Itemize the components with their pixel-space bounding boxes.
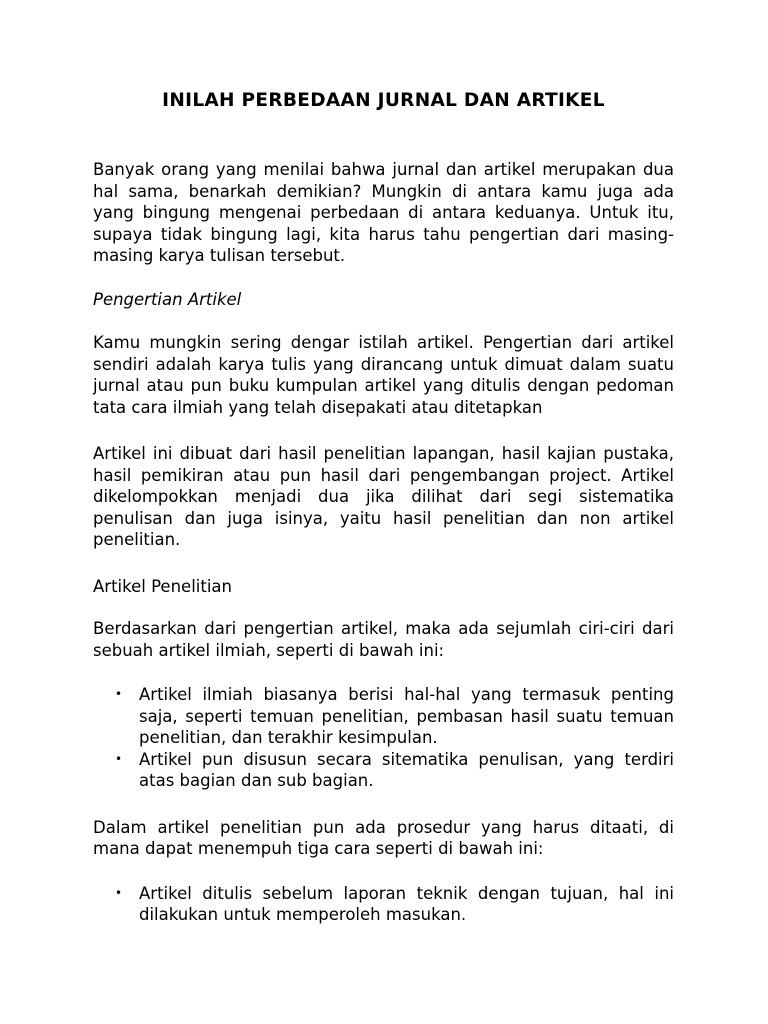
document-page <box>93 88 674 926</box>
procedure-list <box>93 883 674 926</box>
bullet-icon: • <box>115 687 123 701</box>
list-item <box>93 883 674 926</box>
penelitian-paragraph-2: Dalam artikel penelitian pun ada prosedur yang harus ditaati, di mana dapat menempuh tiga cara seperti di bawah ini: <box>93 817 674 858</box>
list-item-text: Artikel ilmiah biasanya berisi hal-hal yang termasuk penting saja, seperti temuan penelitian, pembasan hasil suatu temuan penelitian, dan terakhir kesimpulan. <box>139 685 674 747</box>
penelitian-paragraph-1: Berdasarkan dari pengertian artikel, maka ada sejumlah ciri-ciri dari sebuah artikel ilmiah, seperti di bawah ini: <box>93 619 674 660</box>
intro-paragraph: Banyak orang yang menilai bahwa jurnal dan artikel merupakan dua hal sama, benarkah demikian? Mungkin di antara kamu juga ada yang bingung mengenai perbedaan di antara keduanya. Untuk itu, supaya tidak bingung lagi, kita harus tahu pengertian dari masing-masing karya tulisan tersebut. <box>93 160 674 265</box>
bullet-icon: • <box>115 885 123 900</box>
section-heading-pengertian-artikel: Pengertian Artikel <box>93 289 242 309</box>
section-heading-artikel-penelitian: Artikel Penelitian <box>93 576 232 596</box>
bullet-icon: • <box>115 751 123 766</box>
list-item <box>93 684 674 749</box>
artikel-paragraph-1: Kamu mungkin sering dengar istilah artikel. Pengertian dari artikel sendiri adalah karya tulis yang dirancang untuk dimuat dalam suatu jurnal atau pun buku kumpulan artikel yang ditulis dengan pedoman tata cara ilmiah yang telah disepakati atau ditetapkan <box>93 333 674 417</box>
characteristics-list <box>93 684 674 792</box>
list-item-text: Artikel pun disusun secara sitematika penulisan, yang terdiri atas bagian dan sub bagian. <box>139 749 674 790</box>
document-title: INILAH PERBEDAAN JURNAL DAN ARTIKEL <box>162 90 605 111</box>
list-item <box>93 749 674 792</box>
artikel-paragraph-2: Artikel ini dibuat dari hasil penelitian lapangan, hasil kajian pustaka, hasil pemikiran atau pun hasil dari pengembangan project. Artikel dikelompokkan menjadi dua jika dilihat dari segi sistematika penulisan dan juga isinya, yaitu hasil penelitian dan non artikel penelitian. <box>93 444 674 549</box>
list-item-text: Artikel ditulis sebelum laporan teknik dengan tujuan, hal ini dilakukan untuk memperoleh masukan. <box>139 883 674 924</box>
